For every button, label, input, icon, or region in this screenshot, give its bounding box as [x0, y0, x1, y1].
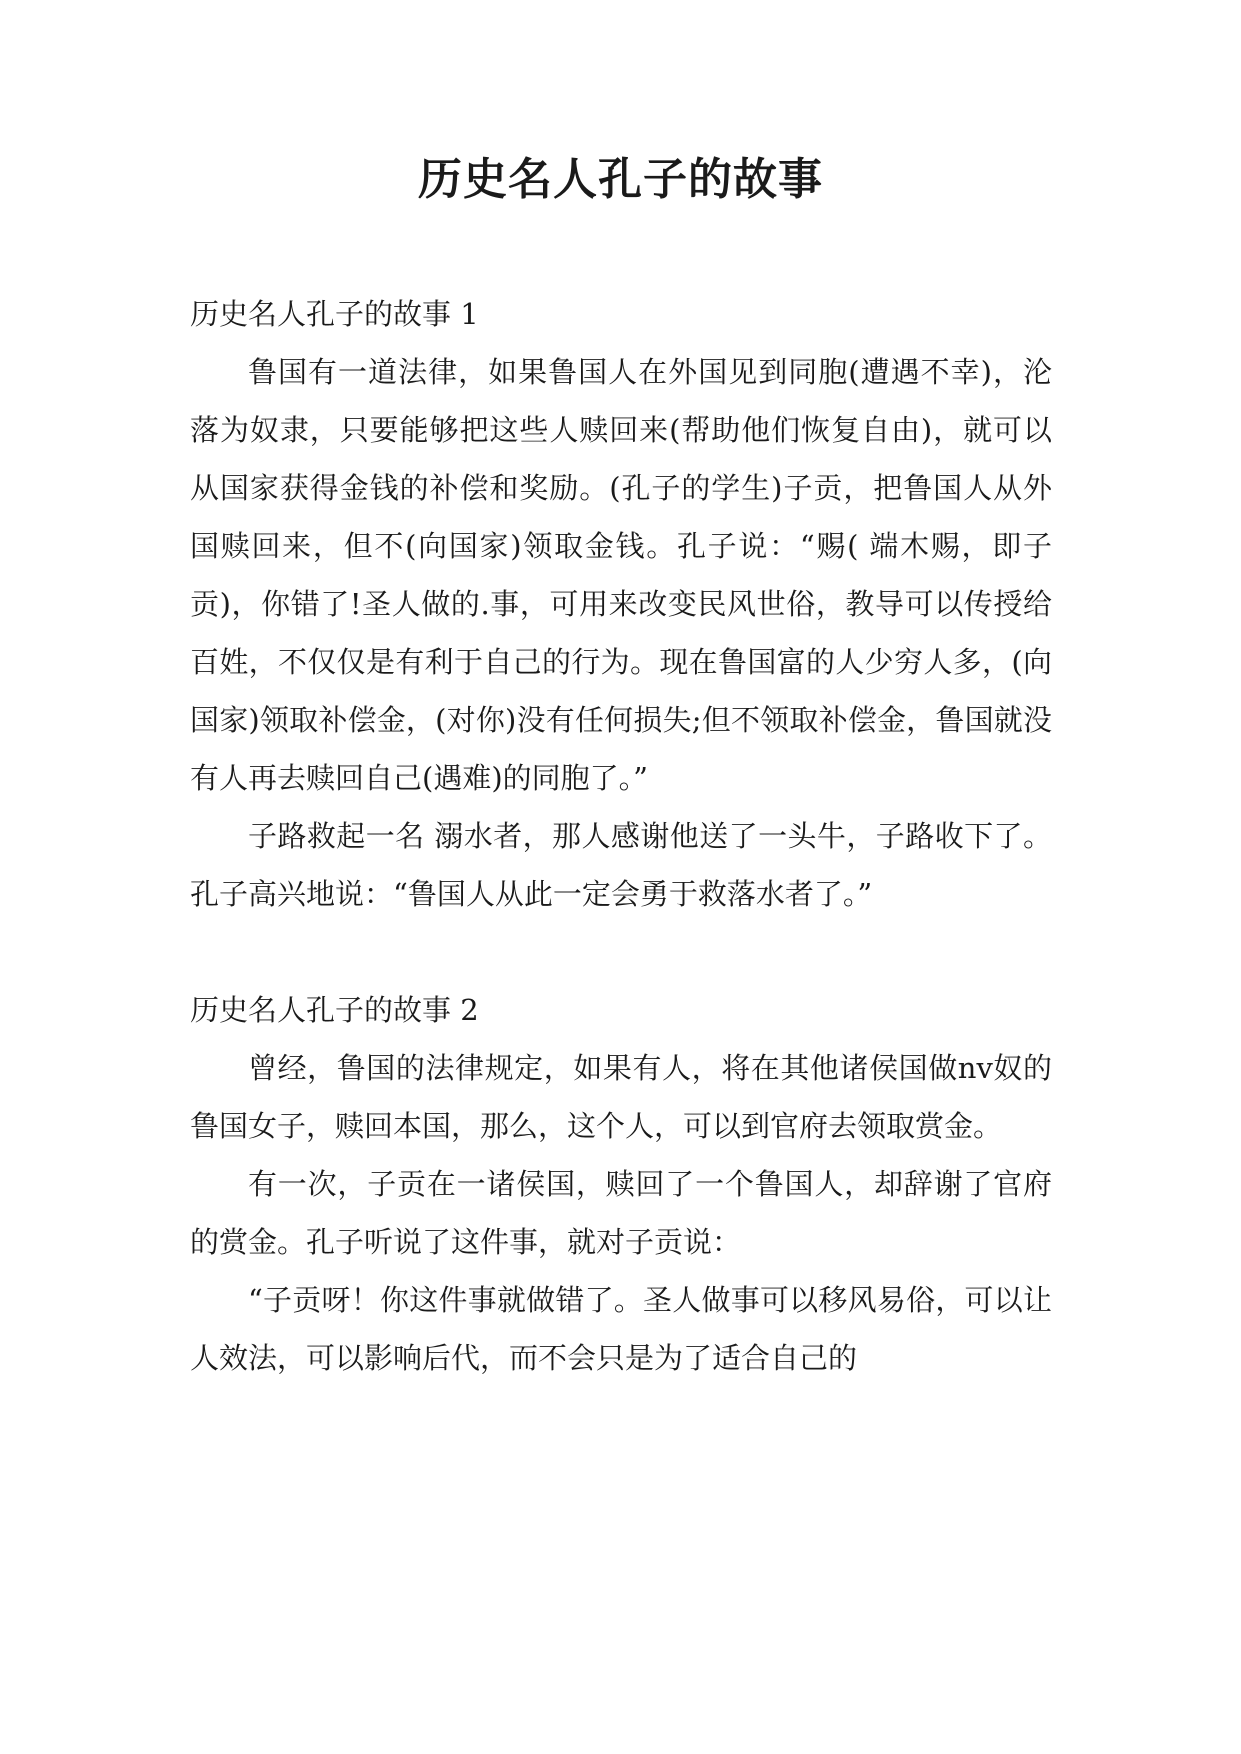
paragraph: 子路救起一名 溺水者，那人感谢他送了一头牛，子路收下了。孔子高兴地说：“鲁国人从此一定会勇于救落水者了。” — [190, 819, 1052, 911]
section-2 — [190, 981, 1052, 1387]
document-title: 历史名人孔子的故事 — [418, 154, 823, 205]
section-heading: 历史名人孔子的故事 2 — [190, 993, 479, 1027]
paragraph: 鲁国有一道法律，如果鲁国人在外国见到同胞(遭遇不幸)，沦落为奴隶，只要能够把这些人赎回来(帮助他们恢复自由)，就可以从国家获得金钱的补偿和奖励。(孔子的学生)子贡，把鲁国人从外国赎回来，但不(向国家)领取金钱。孔子说：“赐( 端木赐，即子贡)，你错了!圣人做的.事，可用来改变民风世俗，教导可以传授给百姓，不仅仅是有利于自己的行为。现在鲁国富的人少穷人多，(向国家)领取补偿金，(对你)没有任何损失;但不领取补偿金，鲁国就没有人再去赎回自己(遇难)的同胞了。” — [190, 355, 1052, 795]
section-heading: 历史名人孔子的故事 1 — [190, 297, 479, 331]
section-1 — [190, 285, 1052, 923]
section-spacer — [190, 923, 1052, 981]
paragraph: 曾经，鲁国的法律规定，如果有人，将在其他诸侯国做nv奴的鲁国女子，赎回本国，那么，这个人，可以到官府去领取赏金。 — [190, 1051, 1052, 1143]
paragraph: “子贡呀！你这件事就做错了。圣人做事可以移风易俗，可以让人效法，可以影响后代，而不会只是为了适合自己的 — [190, 1283, 1052, 1375]
document-body — [190, 285, 1052, 1387]
paragraph: 有一次，子贡在一诸侯国，赎回了一个鲁国人，却辞谢了官府的赏金。孔子听说了这件事，就对子贡说： — [190, 1167, 1052, 1259]
